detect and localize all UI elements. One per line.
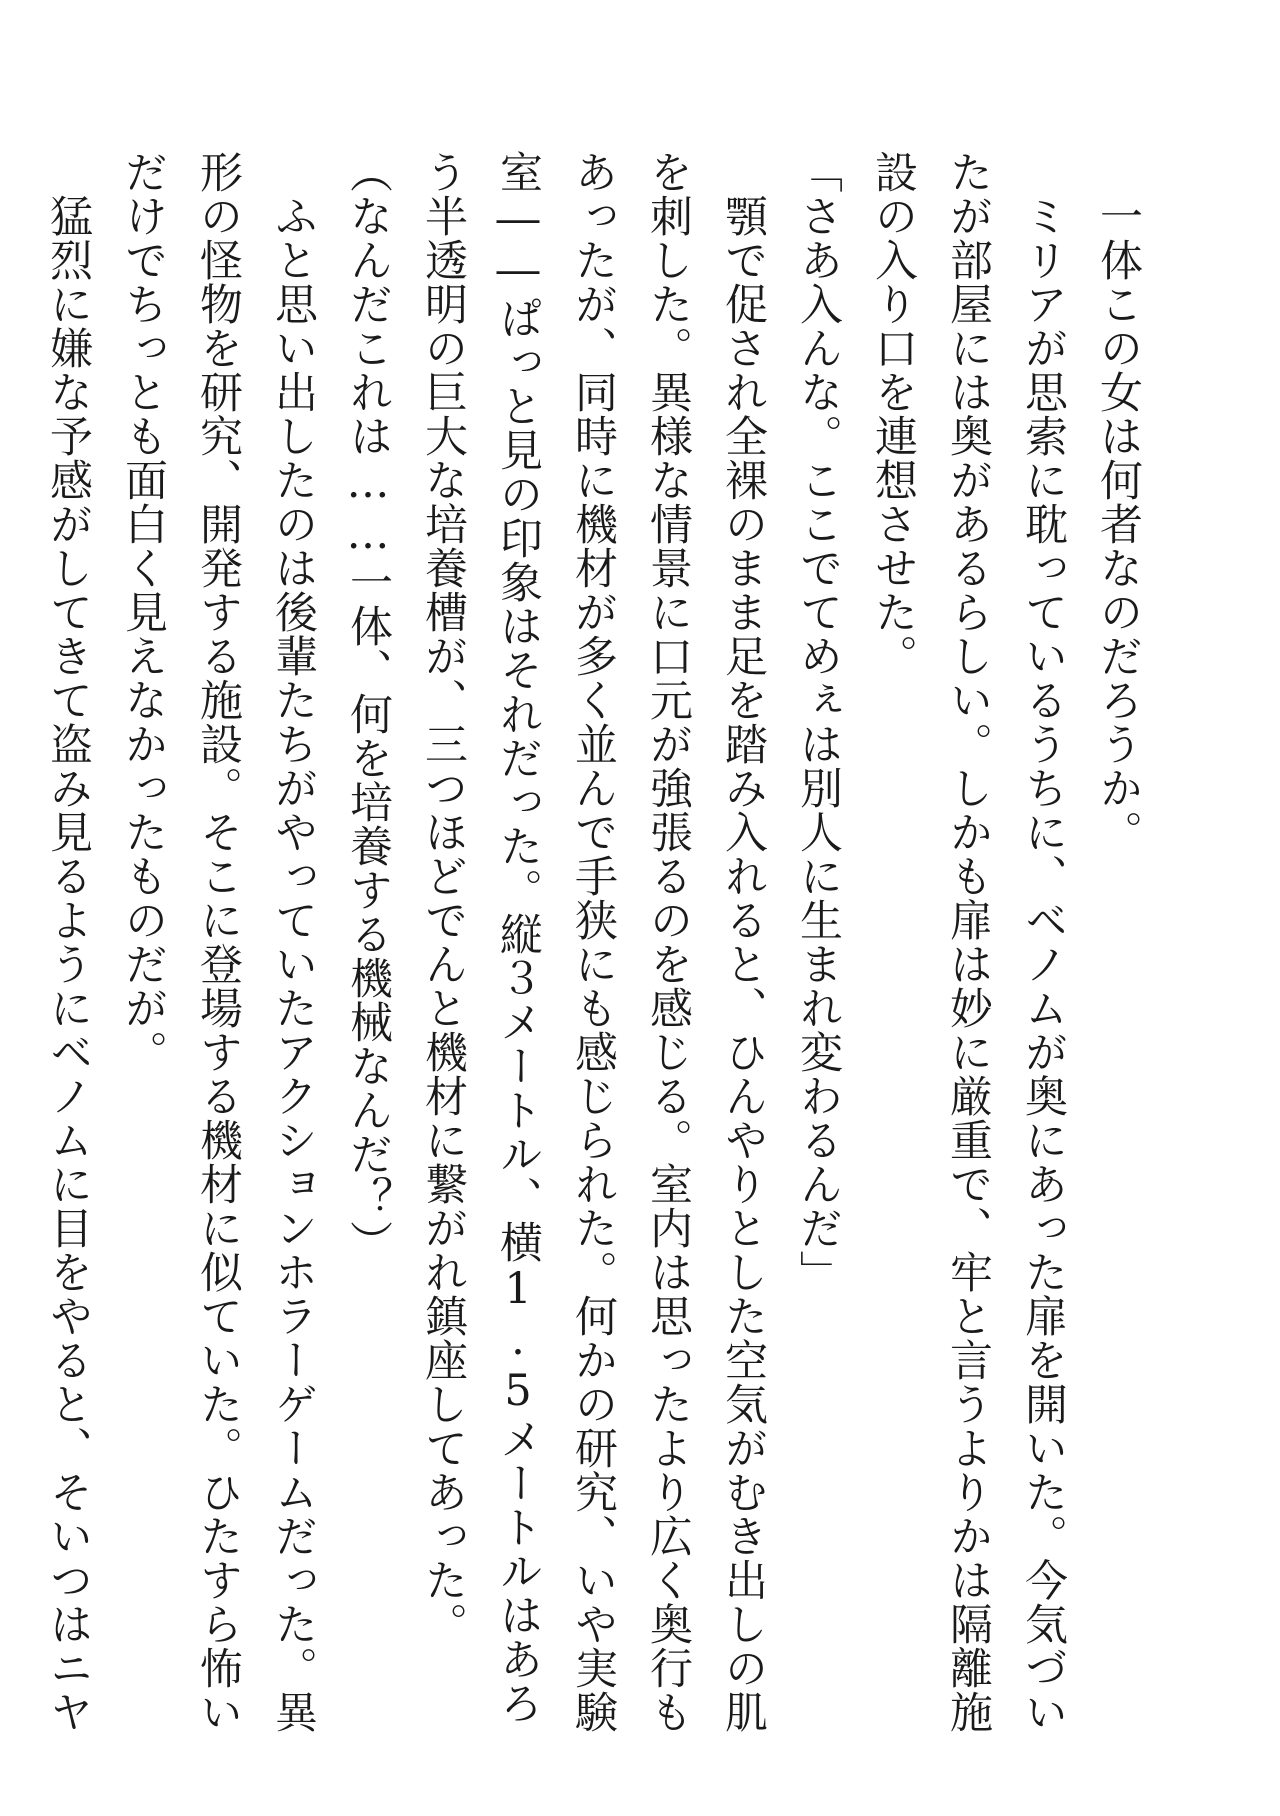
paragraph-7: 猛烈に嫌な予感がしてきて盗み見るようにベノムに目をやると、そいつはニヤ	[43, 150, 93, 1734]
paragraph-2: ミリアが思索に耽っているうちに、ベノムが奥にあった扉を開いた。今気づいたが部屋には奥があるらしい。しかも扉は妙に厳重で、牢と言うよりかは隔離施設の入り口を連想させた。	[868, 150, 1068, 1734]
paragraph-1: 一体この女は何者なのだろうか。	[1093, 150, 1143, 854]
vertical-text-body	[43, 150, 1155, 1740]
paragraph-4: 顎で促され全裸のまま足を踏み入れると、ひんやりとした空気がむき出しの肌を刺した。異様な情景に口元が強張るのを感じる。室内は思ったより広く奥行もあったが、同時に機材が多く並んで手狭にも感じられた。何かの研究、いや実験室――ぱっと見の印象はそれだった。縦３メートル、横1.5メートルはあろう半透明の巨大な培養槽が、三つほどでんと機材に繋がれ鎮座してあった。	[418, 150, 768, 1734]
paragraph-3-dialogue: 「さあ入んな。ここでてめぇは別人に生まれ変わるんだ」	[793, 150, 843, 1294]
paragraph-5-thought: （なんだこれは……一体、何を培養する機械なんだ？）	[343, 150, 393, 1264]
paragraph-6: ふと思い出したのは後輩たちがやっていたアクションホラーゲームだった。異形の怪物を研究、開発する施設。そこに登場する機材に似ていた。ひたすら怖いだけでちっとも面白く見えなかったものだが。	[118, 150, 318, 1734]
